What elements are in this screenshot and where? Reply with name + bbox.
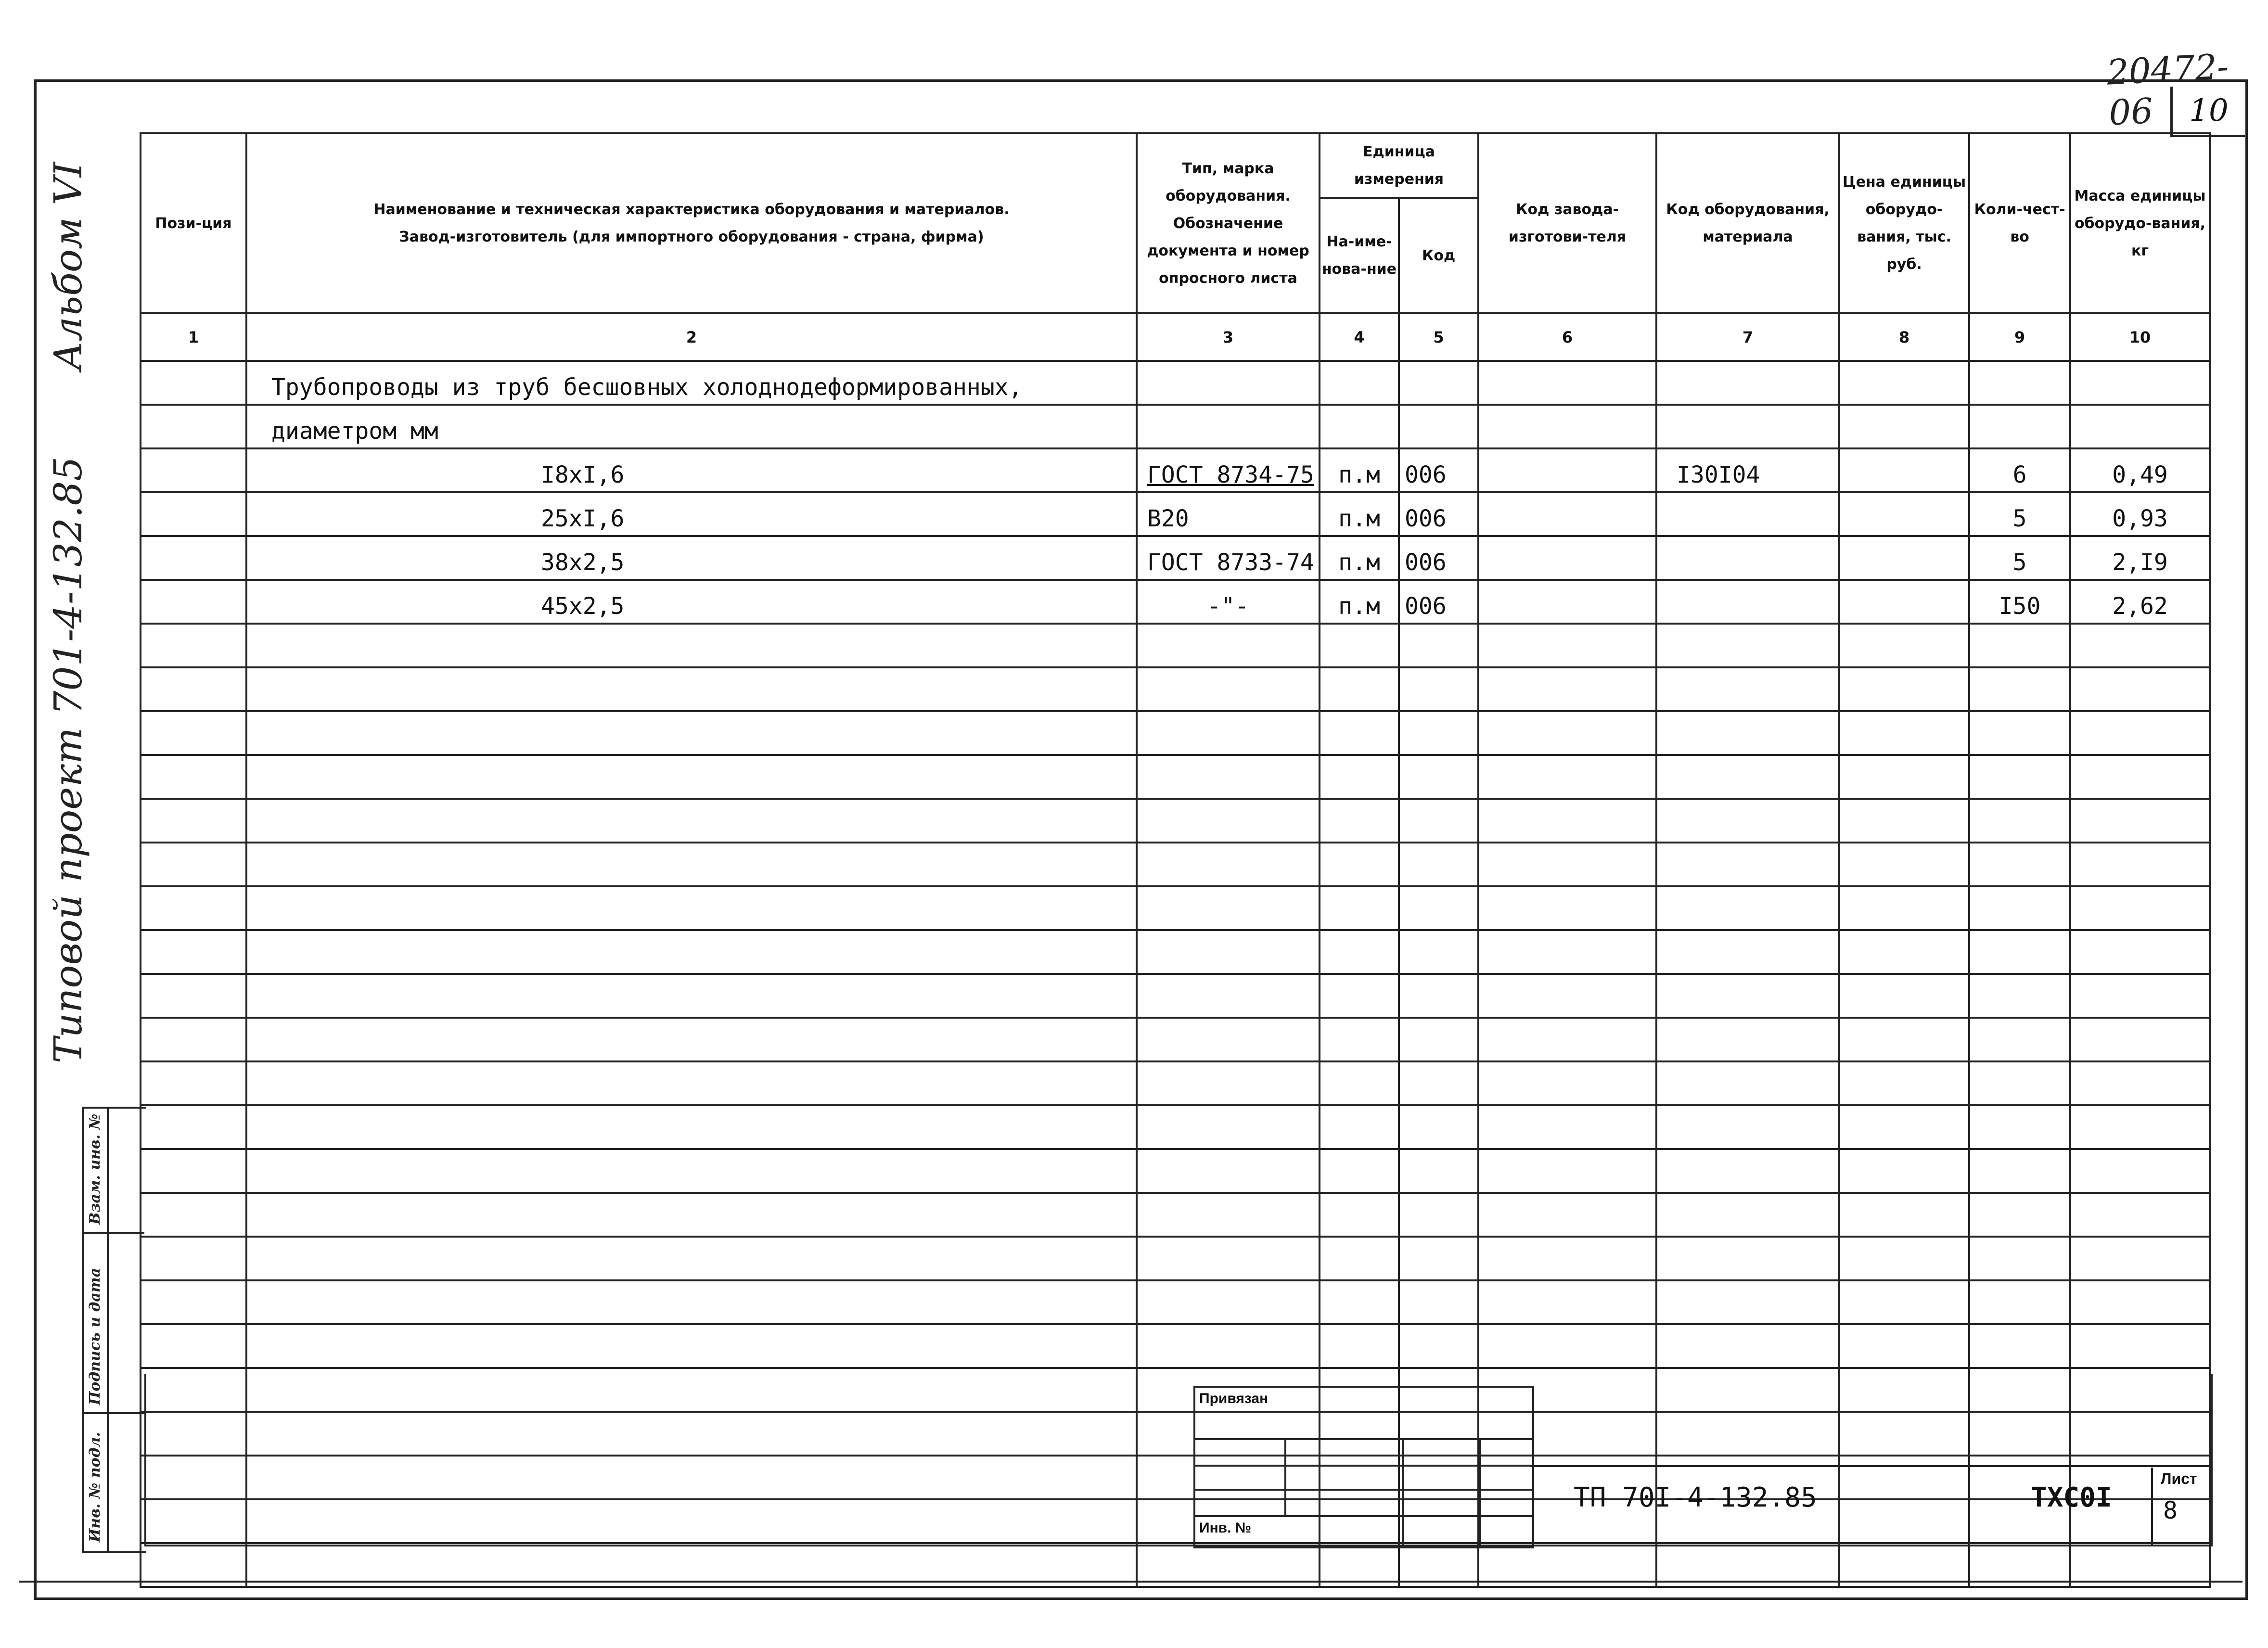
pipe-unit: п.м <box>1320 536 1399 580</box>
pipe-unit-code: 006 <box>1399 448 1478 492</box>
pipe-quantity: 5 <box>1969 492 2070 536</box>
table-row <box>141 1018 2210 1061</box>
table-row <box>141 799 2210 843</box>
bottom-stamp-area <box>144 1374 2213 1546</box>
stamp-line <box>1195 1438 1532 1440</box>
col-num: 1 <box>141 313 246 361</box>
left-stamp-divider <box>107 1107 109 1551</box>
header-type: Тип, марка оборудования. Обозначение документа и номер опросного листа <box>1137 133 1320 313</box>
table-row <box>141 1324 2210 1368</box>
document-code: ТХС0I <box>2031 1482 2112 1513</box>
header-name-line1: Наименование и техническая характеристика оборудования и материалов. <box>373 201 1010 218</box>
stamp-divider <box>1284 1438 1286 1515</box>
header-mass: Масса единицы оборудо-вания, кг <box>2070 133 2210 313</box>
table-row <box>141 886 2210 930</box>
table-row <box>141 492 2210 536</box>
title-block-line <box>1530 1465 2209 1467</box>
col-num: 4 <box>1320 313 1399 361</box>
header-row <box>141 133 2210 198</box>
pipe-material-code <box>1656 580 1839 624</box>
table-row <box>141 624 2210 667</box>
table-row <box>141 667 2210 711</box>
table-row <box>141 843 2210 886</box>
section-title: Трубопроводы из труб бесшовных холоднодеформированных, <box>246 361 1137 405</box>
pipe-unit-code: 006 <box>1399 580 1478 624</box>
stamp-line <box>1195 1515 1532 1517</box>
table-row <box>141 755 2210 799</box>
pipe-unit: п.м <box>1320 580 1399 624</box>
sheet-number-box: 10 <box>2170 87 2245 137</box>
header-unit-code: Код <box>1399 198 1478 313</box>
left-stamp-line <box>82 1412 144 1414</box>
pipe-dimension: 45x2,5 <box>246 580 1137 624</box>
tp-designation: ТП 70I-4-132.85 <box>1574 1482 1817 1513</box>
stamp-line <box>1195 1465 1532 1467</box>
table-row <box>141 1543 2210 1587</box>
pipe-quantity: I50 <box>1969 580 2070 624</box>
header-name <box>246 133 1137 313</box>
table-row <box>141 1237 2210 1280</box>
pipe-material-code <box>1656 492 1839 536</box>
pipe-document: -"- <box>1137 580 1320 624</box>
header-quantity: Коли-чест-во <box>1969 133 2070 313</box>
col-num: 7 <box>1656 313 1839 361</box>
stamp-divider <box>1402 1438 1404 1546</box>
table-row <box>141 1193 2210 1237</box>
pipe-mass: 2,62 <box>2070 580 2210 624</box>
stamp-divider <box>1479 1438 1481 1546</box>
privyazan-stamp <box>1193 1386 1534 1548</box>
pipe-material-code: I30I04 <box>1656 448 1839 492</box>
table-row <box>141 536 2210 580</box>
header-name-line2: Завод-изготовитель (для импортного оборудования - страна, фирма) <box>399 229 984 245</box>
podpis-label: Подпись и дата <box>87 1267 103 1405</box>
pipe-quantity: 5 <box>1969 536 2070 580</box>
header-unit: Единица измерения <box>1320 133 1478 198</box>
col-num: 6 <box>1478 313 1656 361</box>
table-row <box>141 1061 2210 1105</box>
header-factory-code: Код завода-изготови-теля <box>1478 133 1656 313</box>
column-number-row <box>141 313 2210 361</box>
project-label: Типовой проект 701-4-132.85 <box>46 456 90 1063</box>
table-row <box>141 1105 2210 1149</box>
pipe-dimension: I8xI,6 <box>246 448 1137 492</box>
pipe-document: В20 <box>1137 492 1320 536</box>
pipe-mass: 2,I9 <box>2070 536 2210 580</box>
header-price: Цена единицы оборудо-вания, тыс. руб. <box>1839 133 1969 313</box>
pipe-document: ГОСТ 8734-75 <box>1137 448 1320 492</box>
header-unit-name: На-име-нова-ние <box>1320 198 1399 313</box>
document-number: 20472-06 <box>2105 46 2230 133</box>
left-stamp-line <box>82 1232 144 1234</box>
table-row <box>141 405 2210 448</box>
col-num: 8 <box>1839 313 1969 361</box>
list-number: 8 <box>2163 1496 2178 1524</box>
col-num: 5 <box>1399 313 1478 361</box>
table-row <box>141 448 2210 492</box>
col-num: 10 <box>2070 313 2210 361</box>
section-subtitle: диаметром мм <box>246 405 1137 448</box>
vzam-label: Взам. инв. № <box>87 1113 103 1225</box>
table-row <box>141 1149 2210 1193</box>
pipe-mass: 0,49 <box>2070 448 2210 492</box>
pipe-material-code <box>1656 536 1839 580</box>
pipe-document: ГОСТ 8733-74 <box>1137 536 1320 580</box>
inv-no-label: Инв. № <box>1199 1520 1252 1536</box>
pipe-unit-code: 006 <box>1399 536 1478 580</box>
table-row <box>141 1280 2210 1324</box>
table-row <box>141 930 2210 974</box>
table-row <box>141 580 2210 624</box>
list-label: Лист <box>2161 1470 2197 1487</box>
specification-table <box>140 132 2211 1588</box>
header-position: Пози-ция <box>141 133 246 313</box>
pipe-unit: п.м <box>1320 492 1399 536</box>
pipe-mass: 0,93 <box>2070 492 2210 536</box>
col-num: 3 <box>1137 313 1320 361</box>
col-num: 9 <box>1969 313 2070 361</box>
table-row <box>141 361 2210 405</box>
table-row <box>141 711 2210 755</box>
table-row <box>141 974 2210 1018</box>
album-label: Альбом VI <box>46 162 90 370</box>
pipe-unit-code: 006 <box>1399 492 1478 536</box>
pipe-quantity: 6 <box>1969 448 2070 492</box>
inv-podl-label: Инв. № подл. <box>87 1432 103 1542</box>
header-material-code: Код оборудования, материала <box>1656 133 1839 313</box>
col-num: 2 <box>246 313 1137 361</box>
pipe-dimension: 38x2,5 <box>246 536 1137 580</box>
stamp-line <box>1195 1489 1532 1491</box>
pipe-unit: п.м <box>1320 448 1399 492</box>
pipe-dimension: 25xI,6 <box>246 492 1137 536</box>
privyazan-label: Привязан <box>1199 1391 1269 1406</box>
